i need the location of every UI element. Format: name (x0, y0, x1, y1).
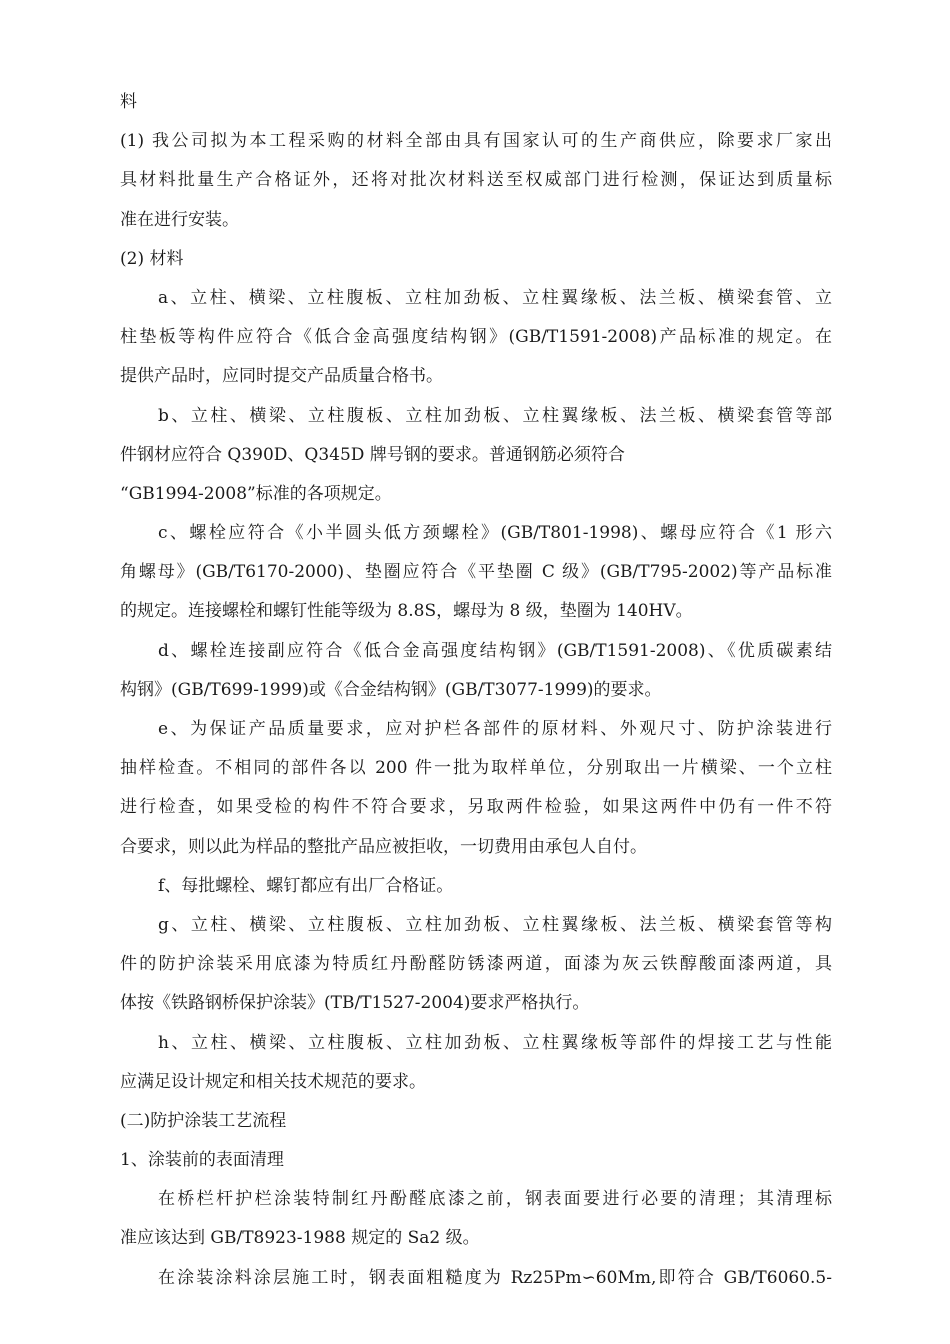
text-line: 的规定。连接螺栓和螺钉性能等级为 8.8S，螺母为 8 级，垫圈为 140HV。 (120, 601, 693, 622)
text-line: 具材料批量生产合格证外，还将对批次材料送至权威部门进行检测，保证达到质量标 (120, 170, 832, 191)
text-line: 1、涂装前的表面清理 (120, 1150, 284, 1171)
text-line: 在桥栏杆护栏涂装特制红丹酚醛底漆之前，钢表面要进行必要的清理；其清理标 (158, 1189, 832, 1210)
text-line: d、螺栓连接副应符合《低合金高强度结构钢》(GB/T1591-2008)、《优质碳素结 (158, 640, 832, 661)
text-line: h、立柱、横梁、立柱腹板、立柱加劲板、立柱翼缘板等部件的焊接工艺与性能 (158, 1032, 832, 1053)
text-line: 抽样检查。不相同的部件各以 200 件一批为取样单位，分别取出一片横梁、一个立柱 (120, 758, 832, 779)
text-line: 件钢材应符合 Q390D、Q345D 牌号钢的要求。普通钢筋必须符合 (120, 444, 625, 465)
text-line: 件的防护涂装采用底漆为特质红丹酚醛防锈漆两道，面漆为灰云铁醇酸面漆两道，具 (120, 954, 832, 975)
text-line: 体按《铁路钢桥保护涂装》(TB/T1527-2004)要求严格执行。 (120, 993, 590, 1014)
document-body (120, 83, 832, 1298)
text-line: e、为保证产品质量要求，应对护栏各部件的原材料、外观尺寸、防护涂装进行 (158, 719, 832, 739)
text-line: 准应该达到 GB/T8923-1988 规定的 Sa2 级。 (120, 1228, 480, 1249)
text-line: 柱垫板等构件应符合《低合金高强度结构钢》(GB/T1591-2008)产品标准的规定。在 (120, 327, 832, 348)
text-line: 合要求，则以此为样品的整批产品应被拒收，一切费用由承包人自付。 (120, 836, 647, 857)
text-line: 准在进行安装。 (120, 209, 239, 230)
text-line: g、立柱、横梁、立柱腹板、立柱加劲板、立柱翼缘板、法兰板、横梁套管等构 (158, 914, 832, 935)
text-line: f、每批螺栓、螺钉都应有出厂合格证。 (158, 875, 454, 896)
text-line: c、螺栓应符合《小半圆头低方颈螺栓》(GB/T801-1998)、螺母应符合《1 形六 (158, 523, 832, 544)
text-line: (2) 材料 (120, 248, 184, 269)
text-line: a、立柱、横梁、立柱腹板、立柱加劲板、立柱翼缘板、法兰板、横梁套管、立 (158, 287, 832, 308)
text-line: 提供产品时，应同时提交产品质量合格书。 (120, 366, 443, 387)
text-line: b、立柱、横梁、立柱腹板、立柱加劲板、立柱翼缘板、法兰板、横梁套管等部 (158, 405, 832, 426)
text-line: 料 (120, 92, 137, 112)
text-line: 应满足设计规定和相关技术规范的要求。 (120, 1071, 426, 1092)
text-line: “GB1994-2008”标准的各项规定。 (120, 483, 392, 504)
text-line: (1) 我公司拟为本工程采购的材料全部由具有国家认可的生产商供应，除要求厂家出 (120, 131, 832, 152)
text-line: (二)防护涂装工艺流程 (120, 1110, 287, 1131)
text-line: 角螺母》(GB/T6170-2000)、垫圈应符合《平垫圈 C 级》(GB/T795-2002)等产品标准 (120, 562, 832, 583)
text-line: 进行检查，如果受检的构件不符合要求，另取两件检验，如果这两件中仍有一件不符 (120, 797, 832, 818)
text-line: 构钢》(GB/T699-1999)或《合金结构钢》(GB/T3077-1999)的要求。 (120, 679, 662, 700)
text-line: 在涂装涂料涂层施工时，钢表面粗糙度为 Rz25Pm∽60Mm,即符合 GB/T6060.5- (158, 1267, 832, 1288)
